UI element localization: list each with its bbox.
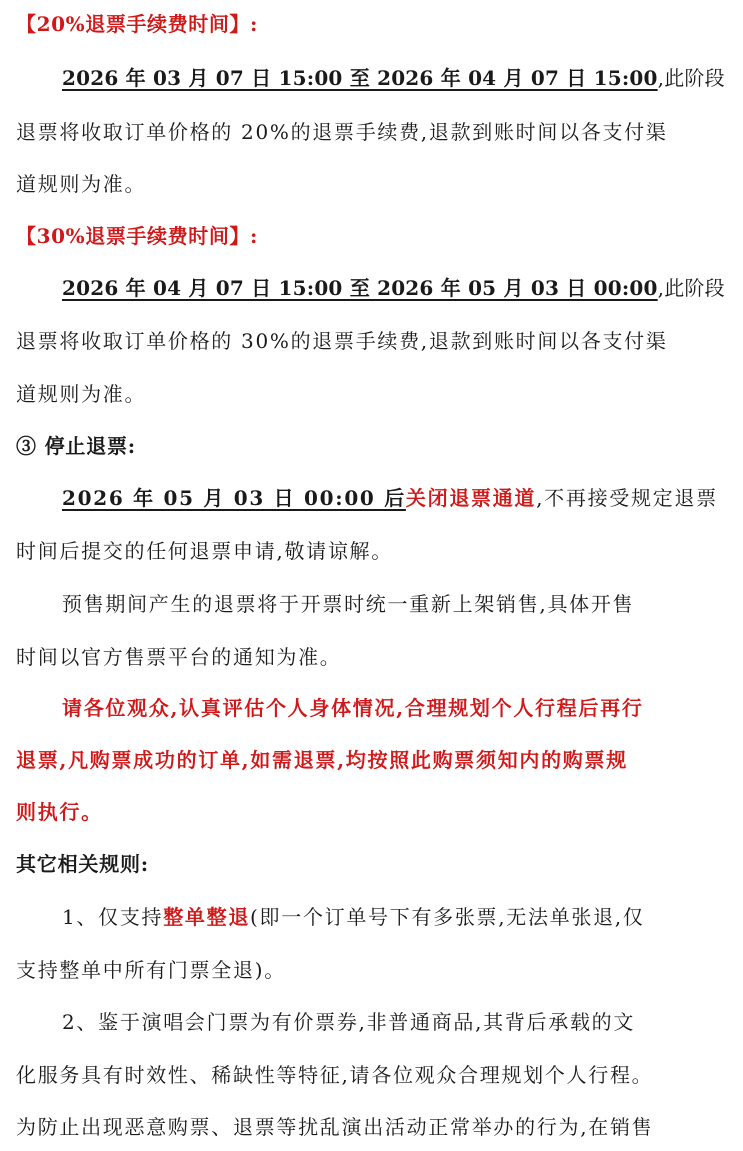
stop-refund-line-1 <box>62 484 728 512</box>
section-30-line-1-tail: ,此阶段 <box>657 276 725 300</box>
section-20-period: 2026 年 03 月 07 日 15:00 至 2026 年 04 月 07 日 15:00 <box>62 66 658 90</box>
other-rules-heading: 其它相关规则: <box>16 852 149 876</box>
presale-line-1: 预售期间产生的退票将于开票时统一重新上架销售,具体开售 <box>62 592 635 616</box>
section-30-heading: 【30%退票手续费时间】: <box>16 224 259 248</box>
rule-1-prefix: 1、仅支持 <box>62 905 164 929</box>
rule-2-line-3: 为防止出现恶意购票、退票等扰乱演出活动正常举办的行为,在销售 <box>16 1115 654 1139</box>
stop-refund-line-1-tail: ,不再接受规定退票 <box>536 486 718 510</box>
notice-line-3: 则执行。 <box>16 800 103 824</box>
stop-refund-line-2: 时间后提交的任何退票申请,敬请谅解。 <box>16 539 393 563</box>
presale-line-2: 时间以官方售票平台的通知为准。 <box>16 645 342 669</box>
notice-line-1: 请各位观众,认真评估个人身体情况,合理规划个人行程后再行 <box>62 696 644 720</box>
section-20-line-1 <box>62 64 728 92</box>
rule-2-line-1: 2、鉴于演唱会门票为有价票券,非普通商品,其背后承载的文 <box>62 1010 636 1034</box>
section-30-period: 2026 年 04 月 07 日 15:00 至 2026 年 05 月 03 日 00:00 <box>62 276 658 300</box>
section-20-line-1-tail: ,此阶段 <box>657 66 725 90</box>
rule-1-tail: (即一个订单号下有多张票,无法单张退,仅 <box>250 905 645 929</box>
rule-1-line-2: 支持整单中所有门票全退)。 <box>16 958 286 982</box>
rule-1-line-1 <box>62 903 728 931</box>
refund-channel-closed: 关闭退票通道 <box>405 486 537 510</box>
stop-refund-heading: ③ 停止退票: <box>16 434 136 458</box>
section-20-line-2: 退票将收取订单价格的 20%的退票手续费,退款到账时间以各支付渠 <box>16 120 668 144</box>
notice-line-2: 退票,凡购票成功的订单,如需退票,均按照此购票须知内的购票规 <box>16 748 628 772</box>
section-20-line-3: 道规则为准。 <box>16 172 147 196</box>
section-30-line-2: 退票将收取订单价格的 30%的退票手续费,退款到账时间以各支付渠 <box>16 329 668 353</box>
section-30-line-3: 道规则为准。 <box>16 382 147 406</box>
section-30-line-1 <box>62 274 728 302</box>
section-20-heading: 【20%退票手续费时间】: <box>16 12 259 36</box>
rule-1-highlight: 整单整退 <box>163 905 251 929</box>
rule-2-line-2: 化服务具有时效性、稀缺性等特征,请各位观众合理规划个人行程。 <box>16 1063 654 1087</box>
stop-refund-date: 2026 年 05 月 03 日 00:00 后 <box>62 486 406 510</box>
